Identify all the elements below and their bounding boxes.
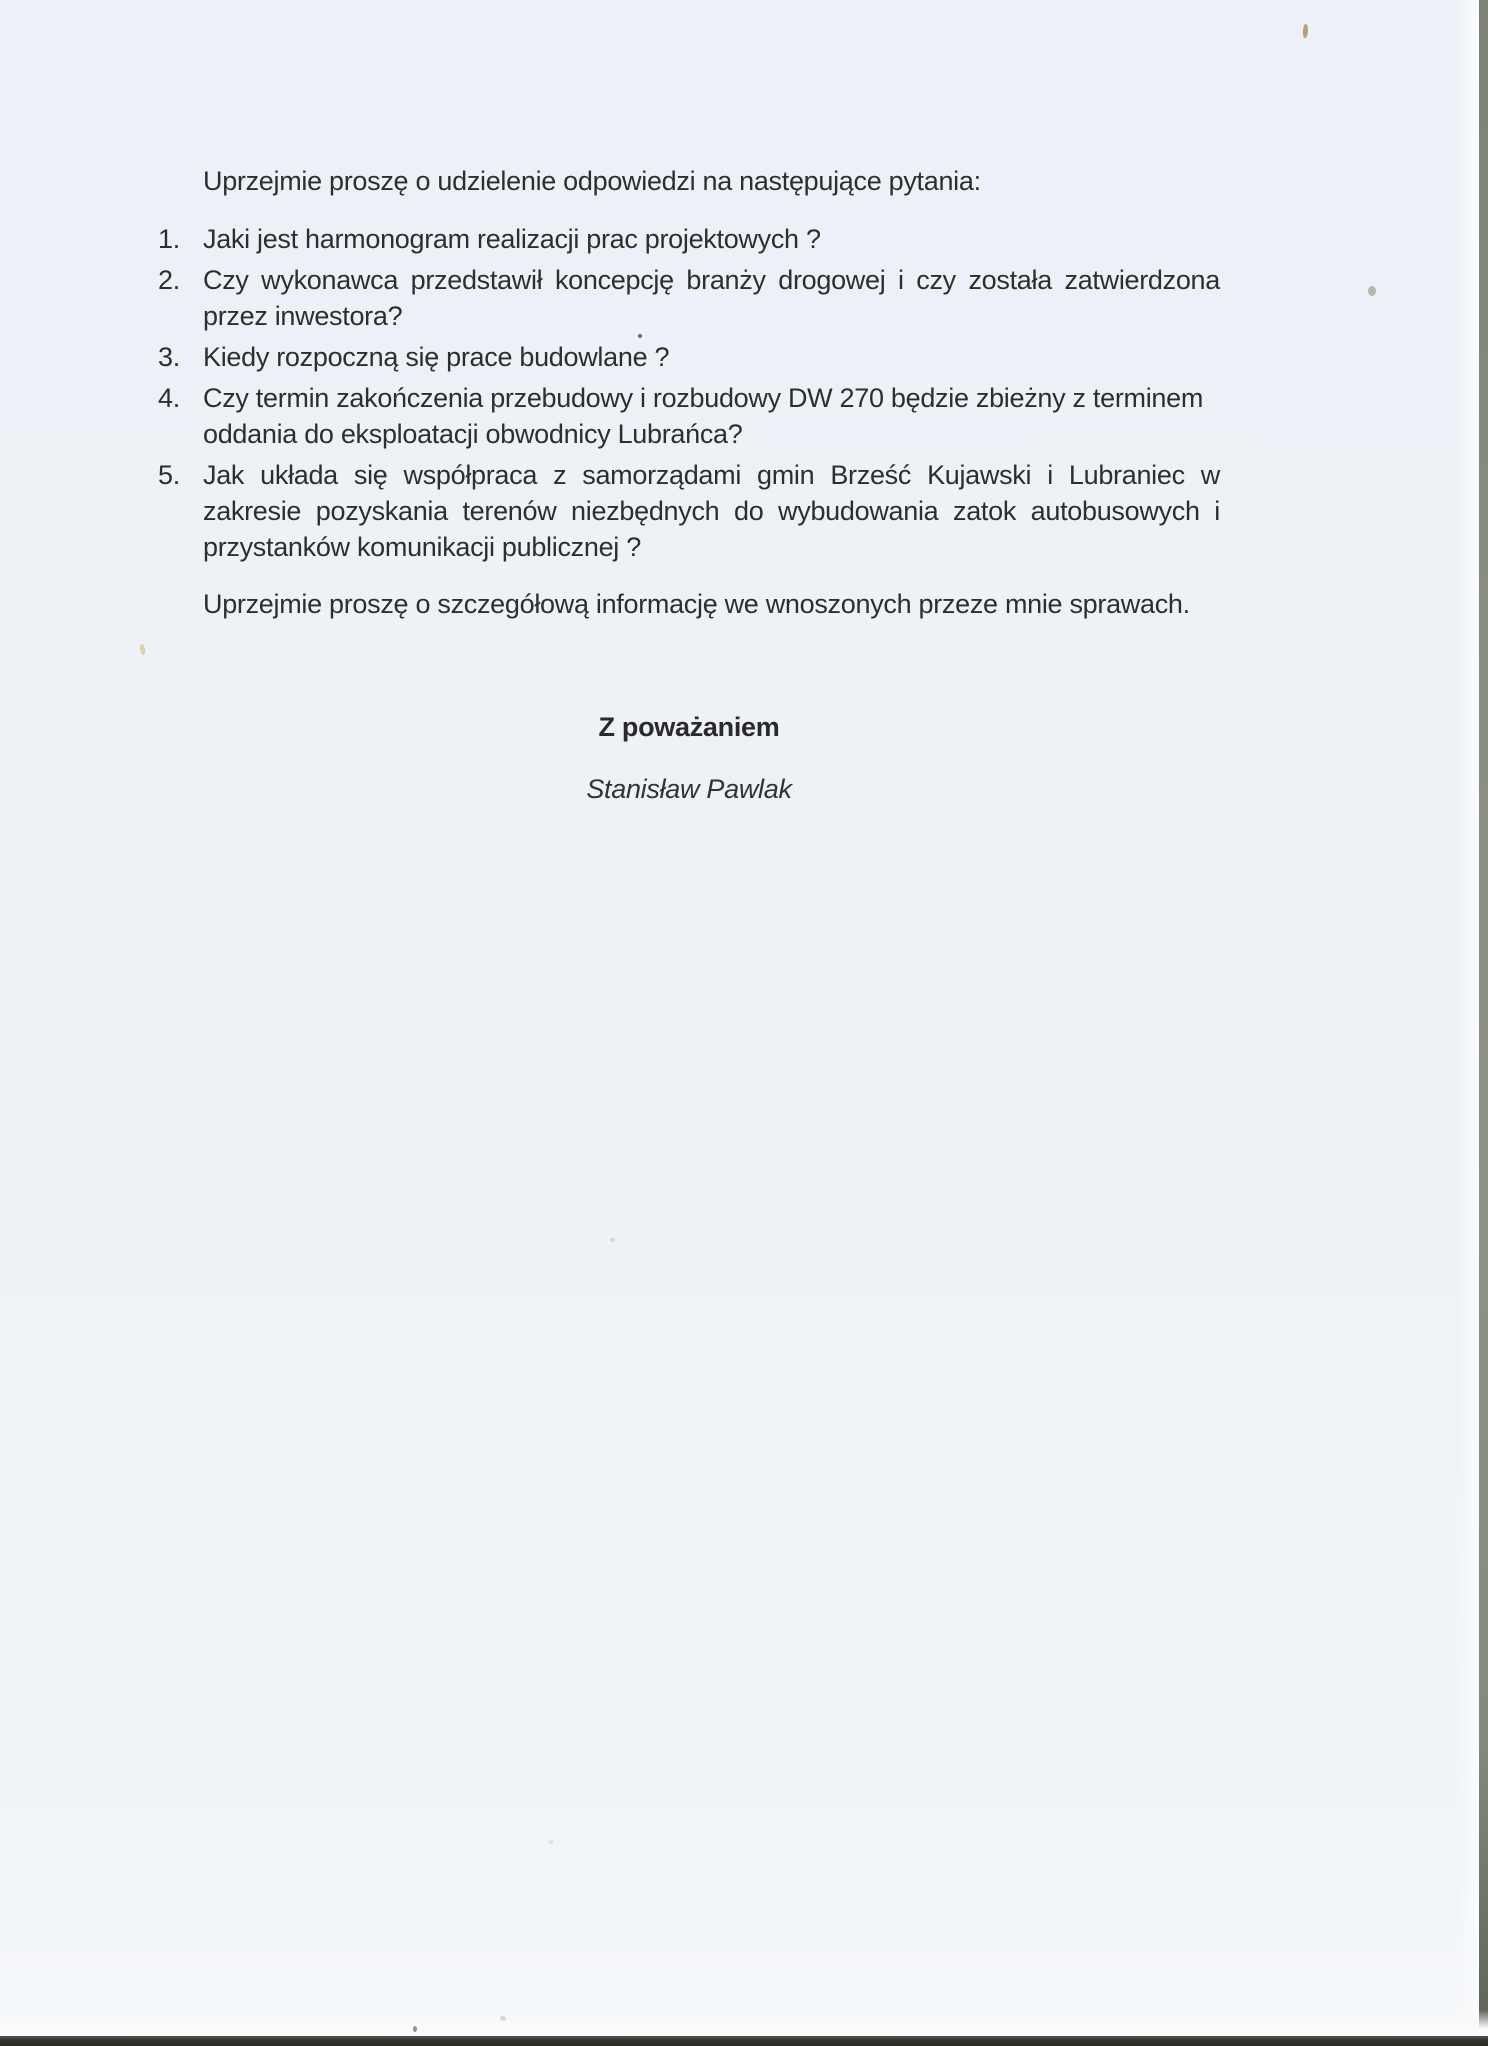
dust-speck xyxy=(413,2026,417,2032)
list-item xyxy=(158,221,1220,257)
item-text: Kiedy rozpoczną się prace budowlane ? xyxy=(203,342,670,372)
signature-name: Stanisław Pawlak xyxy=(586,774,792,804)
dust-speck xyxy=(610,1238,615,1242)
dust-speck xyxy=(1303,24,1309,38)
list-item xyxy=(158,262,1220,334)
item-text: Jak układa się współpraca z samorządami gmin Brześć Kujawski i Lubraniec w zakresie pozyskania terenów niezbędnych do wybudowania zatok autobusowych i przystanków komunikacji publicznej ? xyxy=(203,460,1220,562)
item-text: Czy termin zakończenia przebudowy i rozbudowy DW 270 będzie zbieżny z terminem oddania do eksploatacji obwodnicy Lubrańca? xyxy=(203,383,1204,449)
item-number: 1. xyxy=(158,224,180,254)
item-text: Jaki jest harmonogram realizacji prac projektowych ? xyxy=(203,224,821,254)
item-number: 2. xyxy=(158,265,180,295)
scan-edge-right-strip xyxy=(1479,0,1488,2046)
dust-speck xyxy=(638,334,642,338)
list-item xyxy=(158,339,1220,375)
scan-edge-bottom-strip xyxy=(0,2036,1488,2046)
item-number: 5. xyxy=(158,460,180,490)
scan-edge-bottom-highlight xyxy=(0,2010,1488,2036)
dust-speck xyxy=(1368,286,1376,296)
item-number: 3. xyxy=(158,342,180,372)
item-number: 4. xyxy=(158,383,180,413)
dust-speck xyxy=(548,1840,554,1844)
question-list xyxy=(158,221,1220,565)
closing-paragraph: Uprzejmie proszę o szczegółową informację we wnoszonych przeze mnie sprawach. xyxy=(203,589,1190,619)
scan-edge-right-highlight xyxy=(1457,0,1479,2046)
signature-block xyxy=(158,709,1220,807)
letter-body xyxy=(158,163,1220,807)
intro-paragraph: Uprzejmie proszę o udzielenie odpowiedzi na następujące pytania: xyxy=(203,166,981,196)
list-item xyxy=(158,380,1220,452)
dust-speck xyxy=(139,644,145,656)
dust-speck xyxy=(500,2016,506,2021)
list-item xyxy=(158,457,1220,565)
signoff-text: Z poważaniem xyxy=(598,712,780,742)
item-text: Czy wykonawca przedstawił koncepcję branży drogowej i czy została zatwierdzona przez inwestora? xyxy=(203,265,1220,331)
